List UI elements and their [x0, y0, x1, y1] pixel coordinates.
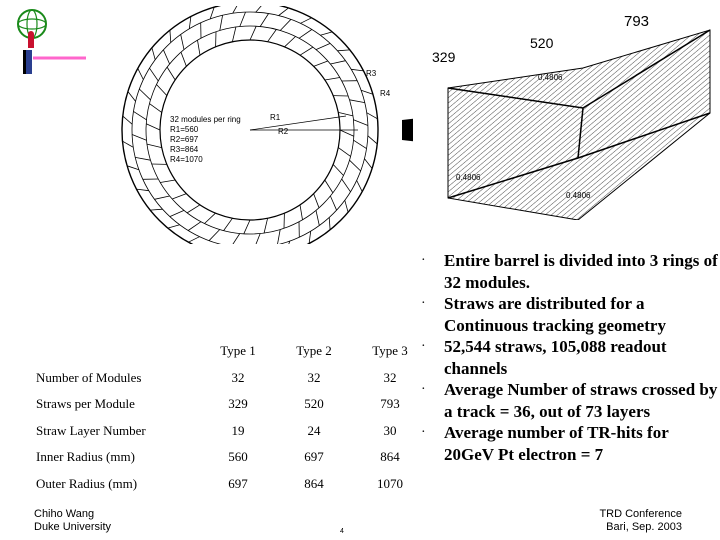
module-division-line	[188, 222, 201, 231]
ring-info-line: R4=1070	[170, 155, 203, 164]
table-row	[32, 471, 428, 498]
module-division-line	[329, 217, 330, 229]
table-cell: 1070	[377, 475, 403, 491]
table-cell: 329	[228, 396, 248, 412]
module-division-line	[340, 130, 354, 136]
module-division-line	[300, 47, 313, 55]
module-division-line	[181, 52, 186, 66]
module-division-line	[147, 144, 162, 148]
bullet-text: 52,544 straws, 105,088 readout channels	[444, 337, 667, 378]
module-division-line	[333, 164, 343, 175]
conference-logo	[8, 6, 88, 76]
module-division-line	[231, 234, 239, 245]
author-name: Chiho Wang	[34, 508, 95, 520]
dimension-520: 520	[530, 35, 554, 51]
module-division-line	[198, 40, 201, 55]
module-division-line	[354, 120, 368, 126]
conference-name: TRD Conference	[599, 508, 682, 520]
module-division-line	[365, 159, 373, 169]
module-division-line	[299, 30, 312, 39]
module-spec-table	[32, 338, 428, 497]
module-shape-diagram	[418, 8, 718, 220]
table-row	[32, 391, 428, 418]
row-label: Inner Radius (mm)	[36, 449, 135, 465]
row-label: Outer Radius (mm)	[36, 475, 138, 491]
summary-bullet-list	[418, 250, 718, 465]
dimension-bottom: 0.4806	[566, 191, 591, 200]
bullet-icon: ·	[421, 382, 426, 397]
dimension-top: 0.4806	[538, 73, 563, 82]
module-division-line	[330, 61, 345, 64]
module-division-line	[189, 17, 191, 29]
bullet-icon: ·	[421, 253, 426, 268]
module-division-line	[163, 50, 169, 64]
module-division-line	[357, 181, 363, 192]
table-cell: 24	[307, 422, 321, 438]
table-header-cell: Type 1	[220, 343, 256, 359]
bullet-item	[418, 293, 718, 336]
bullet-text: Average number of TR-hits for 20GeV Pt electron = 7	[444, 423, 669, 464]
module-division-line	[342, 179, 351, 192]
module-division-line	[244, 220, 250, 234]
table-header-cell: Type 3	[372, 343, 408, 359]
module-division-line	[172, 194, 186, 199]
module-division-line	[138, 68, 144, 79]
module-division-line	[280, 19, 291, 30]
table-row	[32, 444, 428, 471]
module-division-line	[187, 205, 200, 213]
module-division-line	[149, 104, 161, 113]
table-header-row	[32, 338, 428, 365]
module-division-line	[314, 194, 319, 208]
radius-label-r2: R2	[278, 127, 289, 136]
module-division-line	[316, 210, 319, 225]
module-division-line	[128, 92, 136, 102]
module-division-line	[233, 6, 239, 13]
module-division-line	[350, 100, 365, 103]
module-division-line	[330, 196, 336, 210]
module-division-line	[160, 180, 175, 183]
module-division-line	[338, 148, 350, 157]
module-division-line	[209, 230, 220, 241]
footer-author	[34, 508, 111, 534]
module-division-line	[167, 67, 175, 80]
module-division-line	[135, 157, 150, 160]
module-division-line	[314, 61, 328, 66]
table-row	[32, 365, 428, 392]
dimension-793: 793	[624, 13, 650, 30]
table-cell: 32	[307, 369, 321, 385]
module-division-line	[250, 26, 256, 40]
row-label: Straws per Module	[36, 396, 135, 412]
bullet-item	[418, 422, 718, 465]
module-divisions	[123, 6, 378, 244]
module-division-line	[268, 29, 277, 41]
ring-info-line: 32 modules per ring	[170, 115, 241, 124]
module-division-line	[325, 180, 333, 193]
module-division-line	[320, 32, 332, 35]
module-division-line	[316, 43, 330, 49]
module-division-line	[260, 14, 268, 27]
module-division-line	[132, 135, 146, 141]
ring-info-line: R1=560	[170, 125, 199, 134]
module-division-line	[188, 237, 199, 243]
module-division-line	[146, 124, 160, 130]
module-division-line	[256, 6, 264, 12]
module-division-line	[309, 231, 311, 243]
module-division-line	[123, 141, 134, 147]
author-affiliation: Duke University	[34, 521, 112, 533]
dimension-329: 329	[432, 49, 456, 65]
radius-label-r1: R1	[270, 113, 281, 122]
module-division-line	[300, 205, 303, 220]
module-division-line	[350, 160, 361, 171]
module-division-line	[325, 78, 340, 81]
table-cell: 30	[383, 422, 397, 438]
module-division-line	[345, 200, 348, 212]
module-division-line	[139, 89, 150, 100]
radius-label-r4: R4	[380, 89, 391, 98]
table-cell: 864	[380, 449, 400, 465]
conference-location-date: Bari, Sep. 2003	[606, 521, 682, 533]
table-cell: 32	[383, 369, 397, 385]
module-division-line	[279, 8, 289, 16]
bullet-icon: ·	[421, 425, 426, 440]
module-division-line	[240, 12, 246, 26]
radius-label-r3: R3	[366, 69, 377, 78]
table-cell: 697	[304, 449, 324, 465]
module-division-line	[337, 50, 349, 51]
module-division-line	[277, 230, 280, 245]
module-division-line	[150, 209, 162, 210]
module-division-line	[264, 218, 268, 233]
module-division-line	[367, 113, 378, 119]
bullet-item	[418, 250, 718, 293]
module-division-line	[338, 112, 353, 116]
row-label: Straw Layer Number	[36, 422, 146, 438]
barrel-ring-diagram	[88, 6, 413, 244]
table-cell: 560	[228, 449, 248, 465]
module-division-line	[220, 15, 223, 30]
table-cell: 32	[231, 369, 245, 385]
module-division-line	[301, 18, 312, 24]
module-division-line	[255, 234, 261, 245]
table-row	[32, 418, 428, 445]
row-label: Number of Modules	[36, 369, 142, 385]
module-division-line	[157, 85, 167, 96]
table-cell: 864	[304, 475, 324, 491]
module-division-line	[134, 111, 147, 119]
bullet-item	[418, 336, 718, 379]
table-cell: 793	[380, 396, 400, 412]
module-division-line	[232, 27, 236, 42]
ring-info-text	[170, 115, 241, 164]
table-cell: 697	[228, 475, 248, 491]
table-header-cell	[32, 338, 200, 365]
bullet-text: Straws are distributed for a Continuous tracking geometry	[444, 294, 666, 335]
table-cell: 520	[304, 396, 324, 412]
module-division-line	[351, 69, 363, 71]
dimension-left: 0.4806	[456, 173, 481, 182]
page-number: 4	[340, 528, 344, 535]
module-division-line	[152, 48, 155, 60]
bullet-text: Average Number of straws crossed by a track = 36, out of 73 layers	[444, 380, 718, 421]
module-division-line	[170, 30, 171, 42]
module-division-line	[354, 140, 367, 148]
table-header-cell: Type 2	[296, 343, 332, 359]
module-division-line	[150, 68, 159, 81]
module-division-line	[368, 136, 377, 144]
module-division-line	[170, 210, 184, 216]
module-division-line	[123, 116, 132, 124]
bullet-icon: ·	[421, 296, 426, 311]
ring-info-line: R2=697	[170, 135, 199, 144]
table-cell: 19	[231, 422, 245, 438]
module-division-line	[155, 196, 170, 199]
bullet-icon: ·	[421, 339, 426, 354]
module-division-line	[205, 213, 216, 223]
footer-conference	[599, 508, 682, 534]
module-division-line	[168, 225, 180, 228]
ring-info-line: R3=864	[170, 145, 199, 154]
module-division-line	[224, 218, 233, 230]
module-division-line	[181, 35, 184, 50]
bullet-item	[418, 379, 718, 422]
bullet-text: Entire barrel is divided into 3 rings of 32 modules.	[444, 251, 718, 292]
module-division-line	[137, 189, 149, 191]
module-division-line	[284, 37, 295, 47]
